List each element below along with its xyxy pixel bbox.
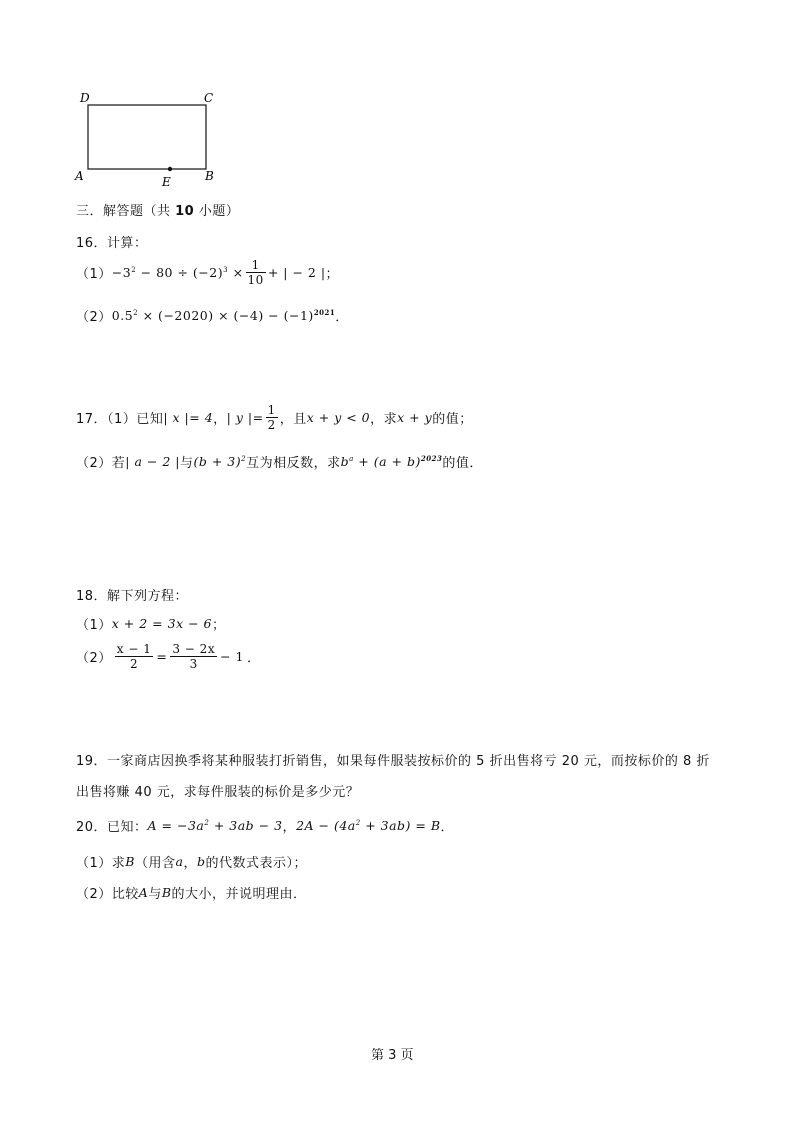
q20-p2-b: 与 xyxy=(148,887,162,902)
q18-stem: 18．解下列方程： xyxy=(76,589,189,604)
q16-p1-c: × xyxy=(228,265,244,280)
q17-p1-cond-a: ，且 xyxy=(279,412,307,427)
q17-p2-sq-base: (b + 3) xyxy=(193,454,242,469)
q16-p1-end: ； xyxy=(325,267,340,282)
q17-p1-expr: x + y xyxy=(397,410,433,425)
q18-p1-label: （1） xyxy=(76,618,112,633)
q17-p1-cond-b: ，求 xyxy=(370,412,398,427)
label-e: E xyxy=(162,175,171,189)
label-c: C xyxy=(204,91,214,105)
q20-prefix: 20．已知： xyxy=(76,820,148,835)
q16-part1 xyxy=(76,258,339,287)
q16-p1-den: 10 xyxy=(247,273,264,287)
section-title-count: 10 xyxy=(175,204,195,219)
q16-p2-end: ． xyxy=(335,310,349,325)
q18-part2 xyxy=(76,642,261,671)
q17-p1-den: 2 xyxy=(267,418,276,432)
q20-p1-B: B xyxy=(125,854,135,869)
q16-p2-a: 0.5 xyxy=(111,308,134,323)
q18-p2-end: ． xyxy=(247,651,261,666)
q16-p2-sup1: 2 xyxy=(133,309,139,317)
q18-p2-tail: − 1 xyxy=(220,649,244,664)
q17-p2-b: b xyxy=(340,454,350,469)
q16-p1-num: 1 xyxy=(246,258,266,273)
q20-p2-c: 的大小，并说明理由． xyxy=(171,887,307,902)
q16-p1-sup2: 3 xyxy=(223,266,229,274)
q17-p2-sq-sup: 2 xyxy=(241,455,247,463)
q18-part1 xyxy=(76,614,226,633)
q20-p2-B: B xyxy=(161,885,172,900)
q17-p1-cond: x + y < 0 xyxy=(306,410,371,425)
q20-sep: ， xyxy=(282,820,297,835)
q18-p1-eq: x + 2 = 3x − 6 xyxy=(111,616,213,631)
q16-p2-sup2: 2021 xyxy=(313,308,336,317)
q18-p2-den1: 2 xyxy=(130,657,139,671)
q19-line1: 19．一家商店因换季将某种服装打折销售，如果每件服装按标价的 5 折出售将亏 20 元，而按标价的 8 折 xyxy=(76,754,710,769)
q20-p1-c: ， xyxy=(183,856,197,871)
q20-expr2-sup: 2 xyxy=(355,819,361,827)
section-title xyxy=(76,200,239,219)
q17-p1-fraction xyxy=(266,403,278,432)
q17-p2-prefix: （2）若 xyxy=(76,456,126,471)
q20-part2 xyxy=(76,883,307,902)
q17-p2-end: 的值． xyxy=(442,456,483,471)
q20-p1-d: 的代数式表示）； xyxy=(205,856,307,871)
q18-p2-fraction1 xyxy=(115,642,154,671)
q16-p1-fraction xyxy=(246,258,266,287)
q20-p1-a: （1）求 xyxy=(76,856,126,871)
q17-p2-with: 与 xyxy=(179,456,194,471)
q20-stem xyxy=(76,816,454,835)
q17-p2-abs: | a − 2 | xyxy=(125,454,180,469)
q18-p2-eq: = xyxy=(156,649,168,664)
q17-p1-absy: | y |= xyxy=(226,410,264,425)
q19-line2: 出售将赚 40 元，求每件服装的标价是多少元？ xyxy=(76,785,360,800)
q20-expr1-b: + 3ab − 3 xyxy=(209,818,283,833)
q16-p1-a: −3 xyxy=(111,265,132,280)
label-b: B xyxy=(205,169,214,183)
label-d: D xyxy=(80,91,90,105)
q17-p2-sup: 2023 xyxy=(420,454,443,463)
q17-p1-sep: ， xyxy=(213,412,227,427)
q17-part2 xyxy=(76,452,483,471)
q16-p1-sup1: 2 xyxy=(131,266,137,274)
q17-p2-b-sup: a xyxy=(349,455,354,463)
q17-part1 xyxy=(76,403,473,432)
q18-p2-fraction2 xyxy=(170,642,217,671)
q18-p2-num1: x − 1 xyxy=(116,642,152,656)
label-a: A xyxy=(75,169,84,183)
q16-p1-b: − 80 ÷ (−2) xyxy=(136,265,224,280)
q20-expr2-a: 2A − (4a xyxy=(296,818,356,833)
q20-p2-A: A xyxy=(138,885,149,900)
rectangle-abcd xyxy=(88,105,206,169)
q17-p1-prefix: 17．（1）已知 xyxy=(76,412,164,427)
q20-expr2-b: + 3ab) = B xyxy=(360,818,441,833)
q16-stem: 16．计算： xyxy=(76,236,148,251)
q16-p2-b: × (−2020) × (−4) − (−1) xyxy=(138,308,314,323)
q20-end: ． xyxy=(440,820,455,835)
q16-p1-label: （1） xyxy=(76,267,112,282)
q17-p2-expr xyxy=(341,454,443,469)
q16-p2-label: （2） xyxy=(76,310,112,325)
q20-p2-a: （2）比较 xyxy=(76,887,139,902)
q16-p1-d: + | − 2 | xyxy=(267,265,326,280)
q17-p1-num: 1 xyxy=(267,403,276,417)
rectangle-figure xyxy=(70,88,230,192)
q17-p2-plus: + (a + b) xyxy=(353,454,421,469)
q20-expr1-a: A = −3a xyxy=(147,818,205,833)
point-e xyxy=(168,167,172,171)
q20-part1 xyxy=(76,852,307,871)
section-title-b: 小题） xyxy=(194,204,240,219)
q16-p1-expr xyxy=(112,265,244,280)
page-number: 第 3 页 xyxy=(371,1048,414,1063)
q17-p2-sq xyxy=(194,454,247,469)
q17-p2-mid: 互为相反数，求 xyxy=(246,456,341,471)
q20-expr1-sup: 2 xyxy=(204,819,210,827)
q20-p1-bvar: b xyxy=(196,854,206,869)
q18-p2-label: （2） xyxy=(76,651,112,666)
q16-part2 xyxy=(76,306,349,325)
q20-p1-b: （用含 xyxy=(134,856,176,871)
q18-p1-end: ； xyxy=(212,618,226,633)
q17-p1-end: 的值； xyxy=(432,412,473,427)
q18-p2-num2: 3 − 2x xyxy=(172,642,216,656)
q16-p2-expr xyxy=(112,308,336,323)
q18-p2-den2: 3 xyxy=(189,657,198,671)
q17-p1-absx: | x |= 4 xyxy=(163,410,214,425)
section-title-a: 三．解答题（共 xyxy=(76,204,176,219)
q20-expr1 xyxy=(148,818,283,833)
q20-p1-avar: a xyxy=(175,854,184,869)
q20-expr2 xyxy=(296,818,440,833)
